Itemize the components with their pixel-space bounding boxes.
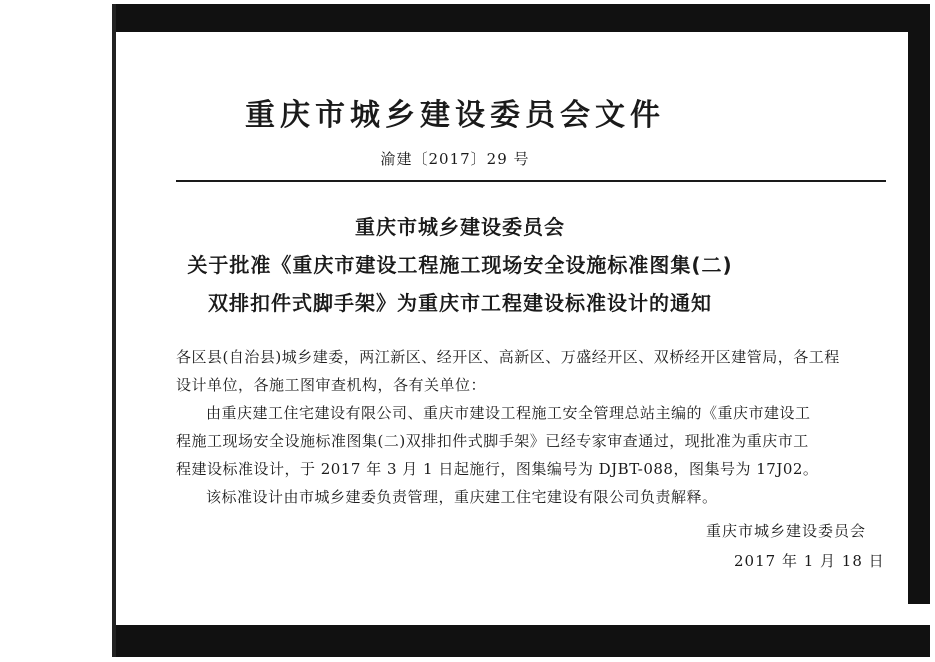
body-line-paragraph-2: 该标准设计由市城乡建委负责管理，重庆建工住宅建设有限公司负责解释。: [206, 488, 718, 506]
notice-title-line-3: 双排扣件式脚手架》为重庆市工程建设标准设计的通知: [208, 291, 712, 315]
body-line-addressees: 各区县(自治县)城乡建委，两江新区、经开区、高新区、万盛经开区、双桥经开区建管局，各工程: [176, 348, 840, 366]
scan-border-right: [908, 4, 930, 604]
header-divider: [176, 180, 886, 182]
document-number: 渝建〔2017〕29 号: [380, 150, 530, 168]
signature-date: 2017 年 1 月 18 日: [734, 552, 885, 570]
signature-issuer: 重庆市城乡建设委员会: [706, 522, 867, 540]
scan-border-top: [112, 4, 930, 32]
body-line-paragraph-1-cont: 程施工现场安全设施标准图集(二)双排扣件式脚手架》已经专家审查通过，现批准为重庆市工: [176, 432, 809, 450]
document-header-title: 重庆市城乡建设委员会文件: [245, 98, 665, 133]
scan-border-bottom: [112, 625, 930, 657]
scan-border-left: [112, 4, 116, 657]
body-line-paragraph-1: 由重庆建工住宅建设有限公司、重庆市建设工程施工安全管理总站主编的《重庆市建设工: [206, 404, 811, 422]
notice-title-line-2: 关于批准《重庆市建设工程施工现场安全设施标准图集(二): [187, 253, 733, 277]
body-line-paragraph-1-end: 程建设标准设计，于 2017 年 3 月 1 日起施行，图集编号为 DJBT-088，图集号为 17J02。: [176, 460, 819, 478]
notice-title-line-1: 重庆市城乡建设委员会: [355, 215, 565, 239]
body-line-addressees-cont: 设计单位，各施工图审查机构，各有关单位：: [176, 376, 487, 394]
